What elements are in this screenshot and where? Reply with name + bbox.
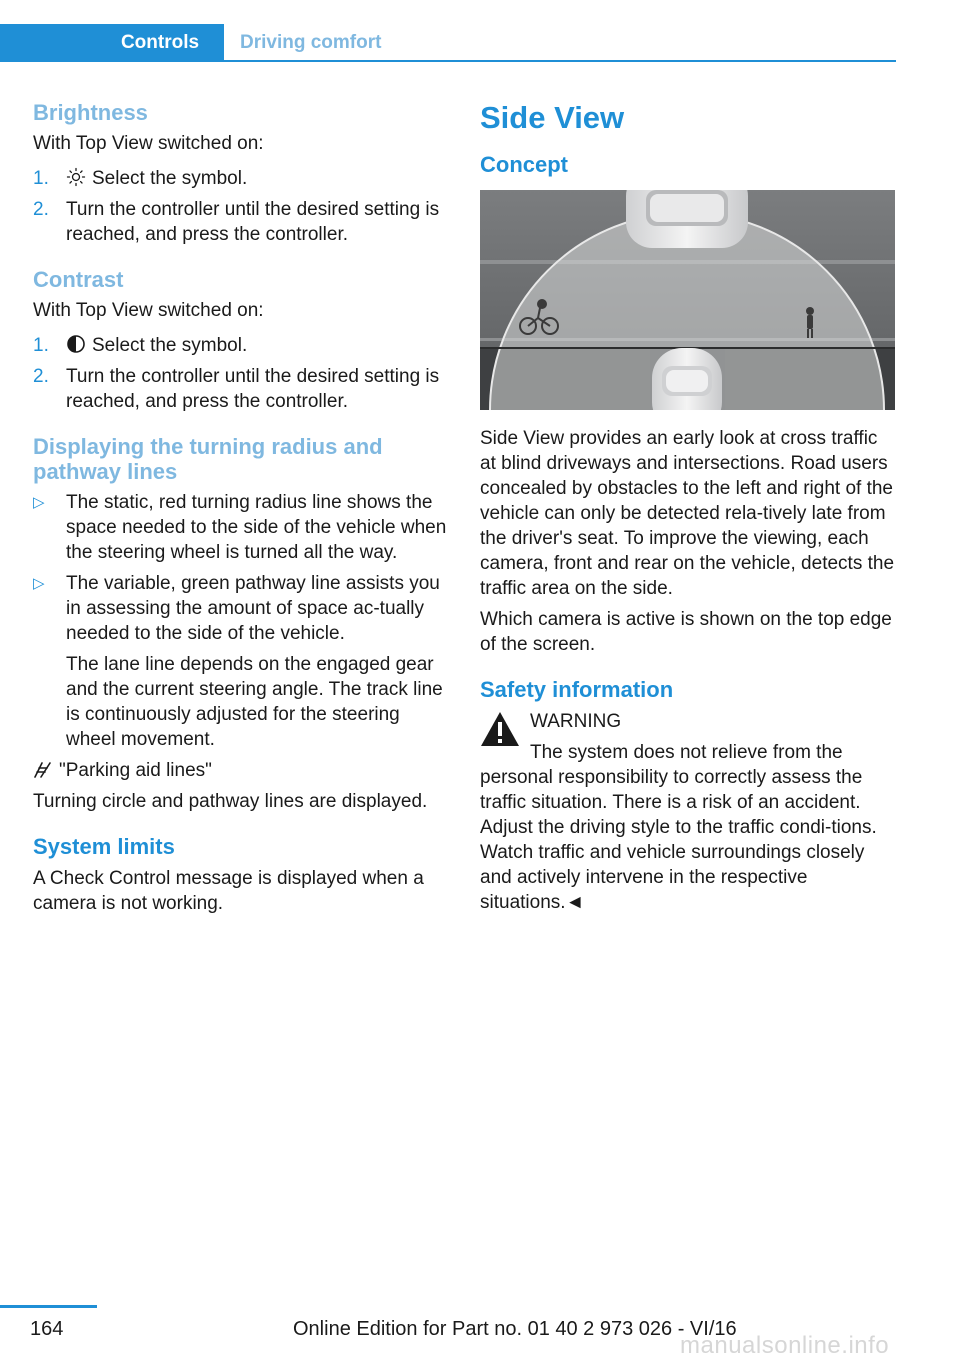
step-number: 1. (33, 168, 49, 189)
header-accent-bar (0, 24, 96, 62)
warning-block (480, 709, 894, 915)
warning-triangle-icon (480, 711, 520, 747)
contrast-heading: Contrast (33, 267, 124, 292)
footer-rule (0, 1305, 97, 1308)
contrast-icon (66, 334, 86, 354)
side-view-illustration (480, 190, 895, 410)
parking-aid-row (33, 758, 447, 783)
system-limits-heading: System limits (33, 834, 175, 859)
turning-radius-heading: Displaying the turning radius and pathway lines (33, 434, 383, 484)
step-text: Turn the controller until the desired setting is reached, and press the controller. (66, 366, 440, 412)
left-column (33, 100, 447, 916)
tab-driving-comfort[interactable]: Driving comfort (240, 32, 382, 53)
edition-info: Online Edition for Part no. 01 40 2 973 026 - VI/16 (293, 1318, 737, 1340)
step-number: 2. (33, 199, 49, 220)
step-text: Turn the controller until the desired setting is reached, and press the controller. (66, 199, 440, 245)
watermark: manualsonline.info (680, 1332, 890, 1359)
parking-aid-text: Turning circle and pathway lines are displayed. (33, 791, 428, 812)
brightness-heading: Brightness (33, 100, 148, 125)
system-limits-text: A Check Control message is displayed when a camera is not working. (33, 868, 424, 914)
step-number: 1. (33, 335, 49, 356)
right-column (480, 100, 894, 915)
warning-text: personal responsibility to correctly assess the traffic situation. There is a risk of an accident. Adjust the driving style to the traffic condi‐tions. Watch traffic and vehicle surroundings closely and actively intervene in the respective situations.◄ (480, 767, 877, 913)
concept-heading: Concept (480, 152, 568, 177)
concept-paragraph-2: Which camera is active is shown on the top edge of the screen. (480, 609, 892, 655)
page-header (0, 0, 960, 62)
safety-heading: Safety information (480, 677, 674, 702)
car-bottom (652, 348, 722, 410)
brightness-sun-icon (66, 167, 86, 187)
step-number: 2. (33, 366, 49, 387)
bullet-note (33, 652, 447, 752)
step-text: Select the symbol. (92, 335, 248, 356)
bullet-triangle-icon: ▷ (33, 494, 45, 511)
contrast-intro: With Top View switched on: (33, 300, 264, 321)
brightness-intro: With Top View switched on: (33, 133, 264, 154)
concept-paragraph-1: Side View provides an early look at cross traffic at blind driveways and intersections. Road users concealed by obstacles to the left and right of the vehicle can only be detected rela‐tively late from the driver's seat. To improve the viewing, each camera, front and rear on the vehicle, detects the traffic area on the side. (480, 428, 895, 599)
parking-aid-lines-icon (33, 759, 53, 779)
tab-controls[interactable]: Controls (96, 24, 224, 62)
warning-label: WARNING (530, 711, 622, 732)
page-number: 164 (30, 1318, 64, 1340)
list-item (33, 490, 447, 565)
list-item (33, 166, 447, 191)
parking-aid-label: "Parking aid lines" (59, 760, 212, 781)
bullet-triangle-icon: ▷ (33, 575, 45, 592)
list-item (33, 571, 447, 646)
list-item (33, 364, 447, 414)
list-item (33, 333, 447, 358)
side-view-heading: Side View (480, 100, 625, 135)
list-item (33, 197, 447, 247)
step-text: Select the symbol. (92, 168, 248, 189)
bullet-text: The static, red turning radius line shows the space needed to the side of the vehicle when the steering wheel is turned all the way. (66, 492, 447, 563)
car-top (626, 190, 748, 248)
bullet-text: The variable, green pathway line assists you in assessing the amount of space ac‐tually needed to the side of the vehicle. (66, 573, 440, 644)
bullet-note-text: The lane line depends on the engaged gear and the current steering angle. The track line is continuously adjusted for the steering wheel movement. (66, 654, 443, 750)
warning-first-line: The system does not relieve from the (530, 742, 843, 763)
header-rule (96, 60, 896, 62)
